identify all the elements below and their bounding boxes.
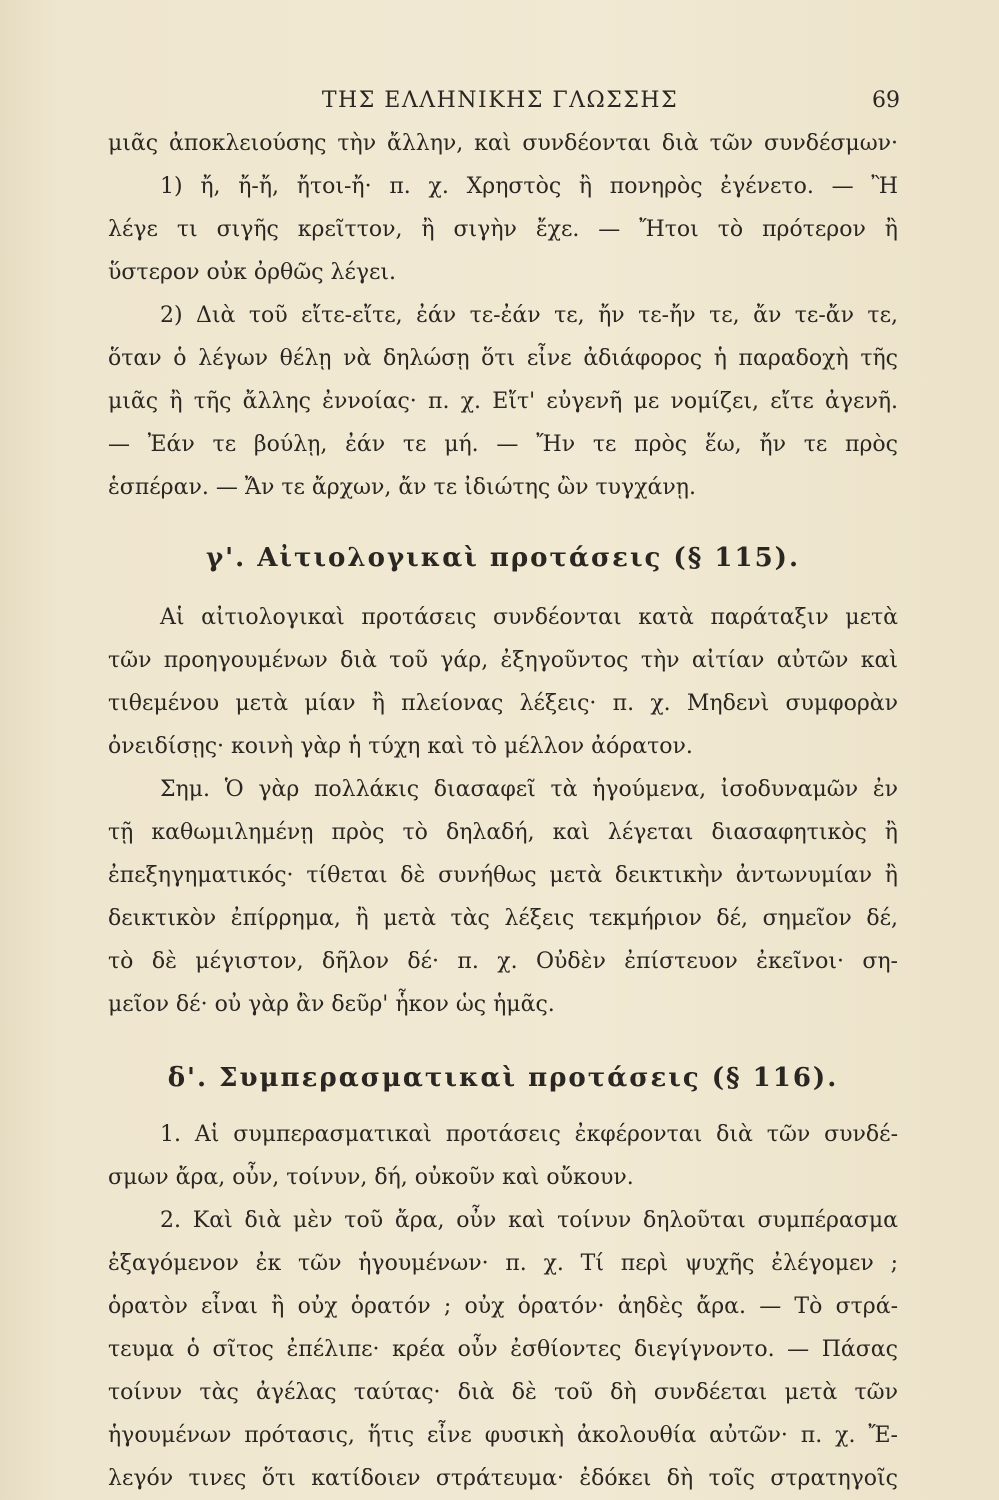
text-line: μιᾶς ἀποκλειούσης τὴν ἄλλην, καὶ συνδέονται διὰ τῶν συνδέσμων· <box>108 131 898 156</box>
text-line: τῇ καθωμιλημένῃ πρὸς τὸ δηλαδή, καὶ λέγεται διασαφητικὸς ἢ <box>108 820 898 845</box>
text-line: ὅταν ὁ λέγων θέλῃ νὰ δηλώσῃ ὅτι εἶνε ἀδιάφορος ἡ παραδοχὴ τῆς <box>108 346 898 371</box>
text-line: μεῖον δέ· οὐ γὰρ ἂν δεῦρ' ἧκον ὡς ἡμᾶς. <box>108 992 555 1017</box>
text-line: 1) ἤ, ἤ-ἤ, ἤτοι-ἤ· π. χ. Χρηστὸς ἢ πονηρὸς ἐγένετο. — Ἢ <box>160 174 898 199</box>
text-line: ὀνειδίσῃς· κοινὴ γὰρ ἡ τύχη καὶ τὸ μέλλον ἀόρατον. <box>108 734 693 759</box>
section-heading-conclusive: δ'. Συμπερασματικαὶ προτάσεις (§ 116). <box>167 1063 839 1093</box>
section-heading-causal: γ'. Αἰτιολογικαὶ προτάσεις (§ 115). <box>205 543 801 573</box>
text-line: μιᾶς ἢ τῆς ἄλλης ἐννοίας· π. χ. Εἴτ' εὐγενῆ με νομίζει, εἴτε ἀγενῆ. <box>108 389 898 414</box>
text-line: τοίνυν τὰς ἀγέλας ταύτας· διὰ δὲ τοῦ δὴ συνδέεται μετὰ τῶν <box>108 1380 898 1405</box>
text-line: τευμα ὁ σῖτος ἐπέλιπε· κρέα οὖν ἐσθίοντες διεγίγνοντο. — Πάσας <box>108 1337 898 1362</box>
text-line: ἐξαγόμενον ἐκ τῶν ἡγουμένων· π. χ. Τί περὶ ψυχῆς ἐλέγομεν ; <box>108 1251 898 1276</box>
text-line: ὕστερον οὐκ ὀρθῶς λέγει. <box>108 260 397 285</box>
page-number: 69 <box>872 88 900 113</box>
text-line: Αἱ αἰτιολογικαὶ προτάσεις συνδέονται κατὰ παράταξιν μετὰ <box>160 605 898 630</box>
text-line: τῶν προηγουμένων διὰ τοῦ γάρ, ἐξηγοῦντος τὴν αἰτίαν αὐτῶν καὶ <box>108 648 898 673</box>
text-line: τὸ δὲ μέγιστον, δῆλον δέ· π. χ. Οὐδὲν ἐπίστευον ἐκεῖνοι· ση- <box>108 949 898 974</box>
text-line: δεικτικὸν ἐπίρρημα, ἢ μετὰ τὰς λέξεις τεκμήριον δέ, σημεῖον δέ, <box>108 906 898 931</box>
text-line: ἡγουμένων πρότασις, ἥτις εἶνε φυσικὴ ἀκολουθία αὐτῶν· π. χ. Ἔ- <box>108 1423 898 1448</box>
text-line: — Ἐάν τε βούλῃ, ἐάν τε μή. — Ἤν τε πρὸς ἕω, ἤν τε πρὸς <box>108 432 898 457</box>
text-line: 2. Καὶ διὰ μὲν τοῦ ἄρα, οὖν καὶ τοίνυν δηλοῦται συμπέρασμα <box>160 1208 898 1233</box>
text-line: ὁρατὸν εἶναι ἢ οὐχ ὁρατόν ; οὐχ ὁρατόν· ἀηδὲς ἄρα. — Τὸ στρά- <box>108 1294 898 1319</box>
text-line: ἐπεξηγηματικός· τίθεται δὲ συνήθως μετὰ δεικτικὴν ἀντωνυμίαν ἢ <box>108 863 898 888</box>
text-line: σμων ἄρα, οὖν, τοίνυν, δή, οὐκοῦν καὶ οὔκουν. <box>108 1165 634 1190</box>
text-line: ἑσπέραν. — Ἄν τε ἄρχων, ἄν τε ἰδιώτης ὢν τυγχάνῃ. <box>108 475 696 500</box>
text-line: 1. Αἱ συμπερασματικαὶ προτάσεις ἐκφέρονται διὰ τῶν συνδέ- <box>160 1122 898 1147</box>
text-line: Σημ. Ὁ γὰρ πολλάκις διασαφεῖ τὰ ἡγούμενα, ἰσοδυναμῶν ἐν <box>160 777 898 802</box>
text-line: λέγε τι σιγῆς κρεῖττον, ἢ σιγὴν ἔχε. — Ἤτοι τὸ πρότερον ἢ <box>108 217 898 242</box>
text-line: τιθεμένου μετὰ μίαν ἢ πλείονας λέξεις· π. χ. Μηδενὶ συμφορὰν <box>108 691 898 716</box>
page-header <box>100 88 900 118</box>
text-line: 2) Διὰ τοῦ εἴτε-εἴτε, ἐάν τε-ἐάν τε, ἤν τε-ἤν τε, ἄν τε-ἄν τε, <box>160 303 898 328</box>
running-title: ΤΗΣ ΕΛΛΗΝΙΚΗΣ ΓΛΩΣΣΗΣ <box>321 88 679 113</box>
text-line: λεγόν τινες ὅτι κατίδοιεν στράτευμα· ἐδόκει δὴ τοῖς στρατηγοῖς <box>108 1466 898 1491</box>
